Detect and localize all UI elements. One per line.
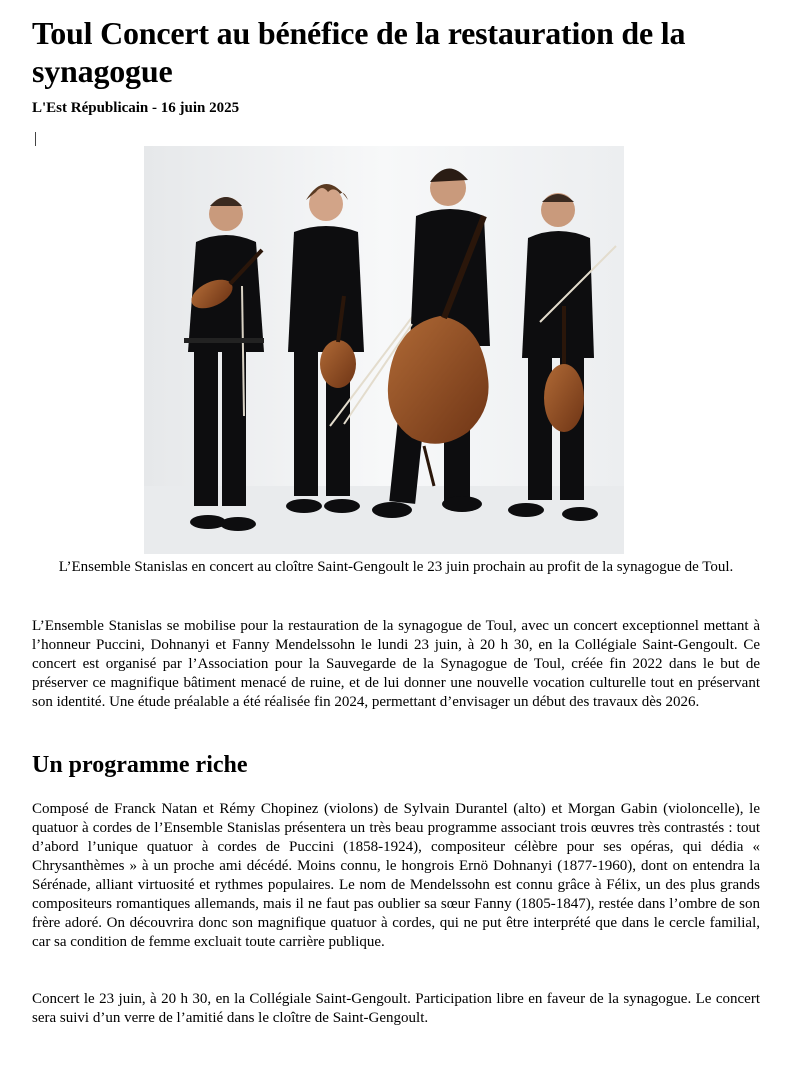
article-title: Toul Concert au bénéfice de la restauration de la synagogue [32, 15, 686, 89]
text-cursor [35, 132, 36, 146]
article-photo [144, 146, 624, 554]
photo-ensemble-stanislas [144, 146, 624, 554]
section-heading: Un programme riche [32, 752, 248, 778]
program-paragraph: Composé de Franck Natan et Rémy Chopinez (violons) de Sylvain Durantel (alto) et Morgan Gabin (violoncelle), le quatuor à cordes de l’Ensemble Stanislas présentera un très beau programme associant trois œuvres très contrastés : tout d’abord l’unique quatuor à cordes de Puccini (1858-1924), compositeur célèbre pour ses opéras, qui dédia « Chrysanthèmes » à un proche ami décédé. Moins connu, le hongrois Ernö Dohnanyi (1877-1960), dont on entendra la Sérénade, alliant virtuosité et rythmes populaires. Le nom de Mendelssohn est connu grâce à Félix, un des plus grands compositeurs romantiques allemands, mais il ne faut pas oublier sa sœur Fanny (1805-1847), restée dans l’ombre de son frère adoré. On découvrira donc son magnifique quatuor à cordes, qui ne put être interprété que dans le cercle familial, car sa condition de femme excluait toute carrière publique. [32, 801, 760, 950]
article-source-date: L'Est Républicain - 16 juin 2025 [32, 100, 240, 116]
intro-paragraph: L’Ensemble Stanislas se mobilise pour la restauration de la synagogue de Toul, avec un concert exceptionnel mettant à l’honneur Puccini, Dohnanyi et Fanny Mendelssohn le lundi 23 juin, à 20 h 30, en la Collégiale Saint-Gengoult. Ce concert est organisé par l’Association pour la Sauvegarde de la Synagogue de Toul, créée fin 2022 dans le but de préserver ce magnifique bâtiment menacé de ruine, et de lui donner une nouvelle vocation culturelle tout en préservant son identité. Une étude préalable a été réalisée fin 2024, permettant d’envisager un début des travaux dès 2026. [32, 618, 760, 710]
article [32, 0, 760, 1026]
photo-caption: L’Ensemble Stanislas en concert au cloître Saint-Gengoult le 23 juin prochain au profit de la synagogue de Toul. [58, 559, 734, 575]
practical-info-paragraph: Concert le 23 juin, à 20 h 30, en la Collégiale Saint-Gengoult. Participation libre en faveur de la synagogue. Le concert sera suivi d’un verre de l’amitié dans le cloître de Saint-Gengoult. [32, 991, 760, 1026]
